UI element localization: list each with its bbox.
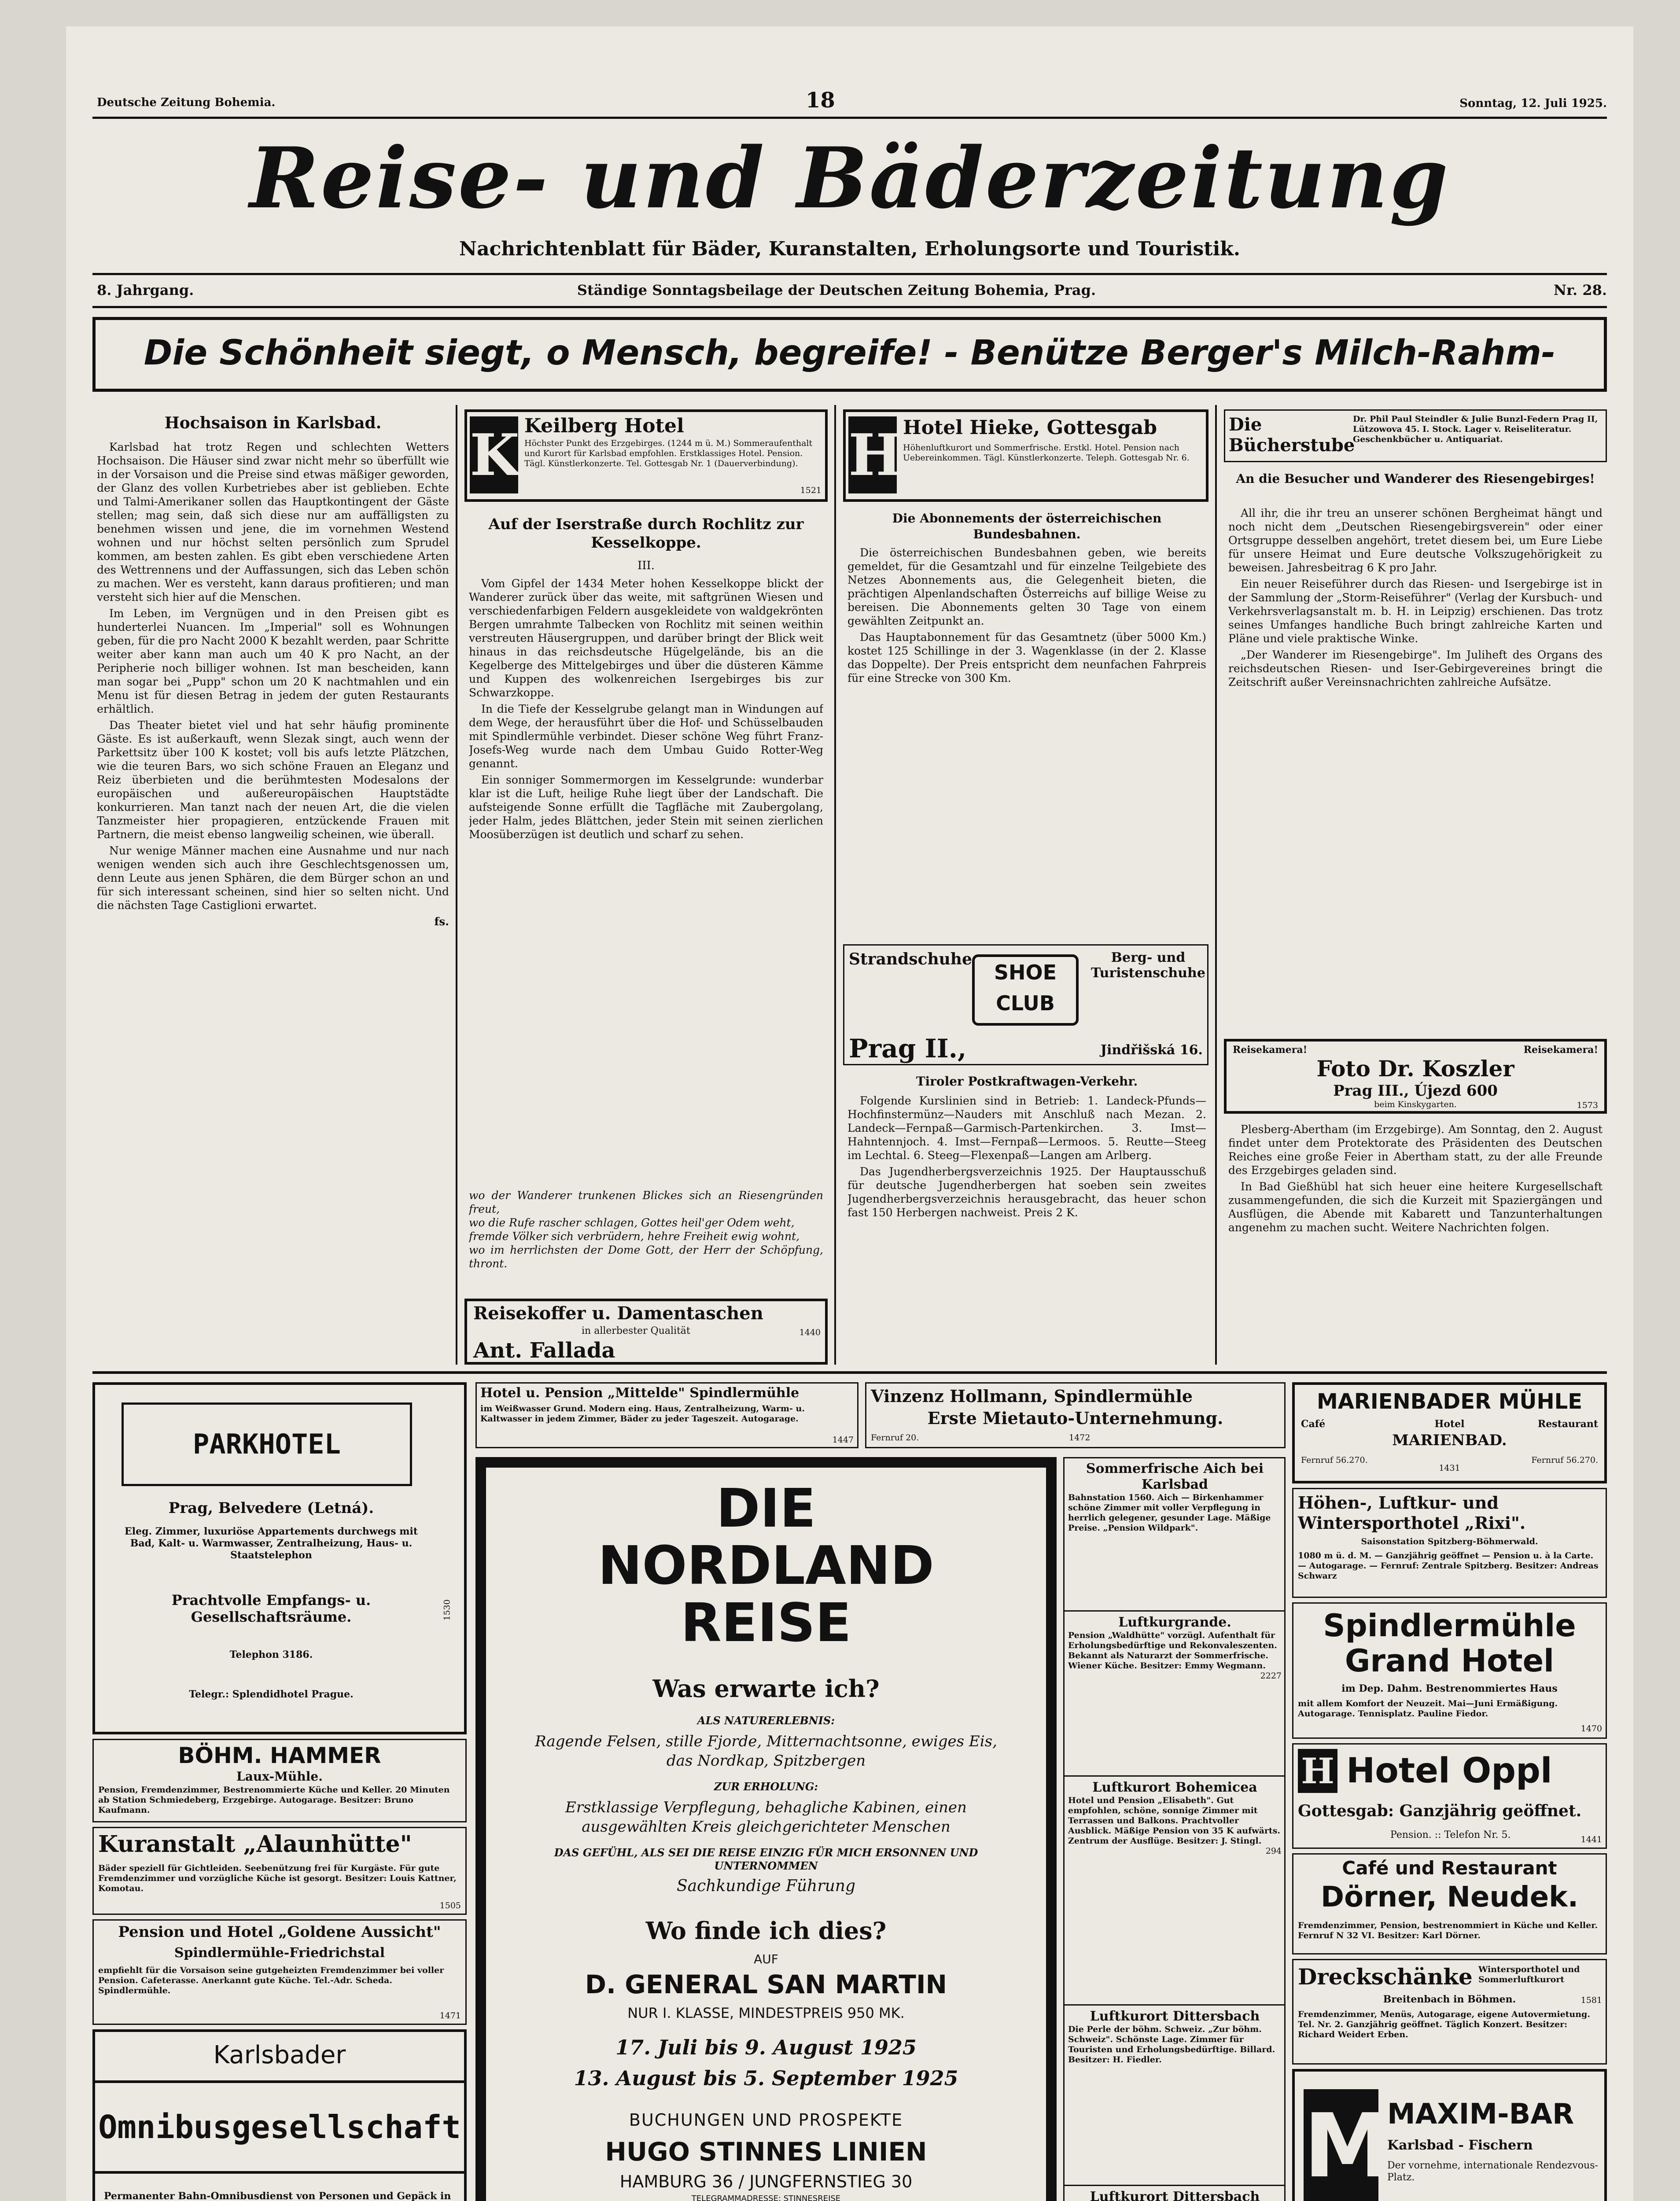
ad-parkhotel-code: 1530 <box>442 1599 452 1621</box>
ad-muehle-place: MARIENBAD. <box>1392 1432 1507 1449</box>
col2-numeral: III. <box>637 559 655 572</box>
masthead-left: Deutsche Zeitung Bohemia. <box>97 96 276 109</box>
ad-stack-title: Luftkurort Bohemicea <box>1092 1780 1257 1795</box>
ad-aussicht-place: Spindlermühle-Friedrichstal <box>174 1945 385 1961</box>
ad-maxim-letter: M <box>1304 2089 1378 2201</box>
ad-aussicht-code: 1471 <box>439 2011 461 2021</box>
col1-paragraph: Karlsbad hat trotz Regen und schlechten Wetters Hochsaison. Die Häuser sind zwar nicht mehr so überfüllt wie in der Vorsaison und die Preise sind etwas mäßiger geworden, der Glanz des vollen Kurbetriebes aber ist geblieben. Echte und Talmi-Amerikaner sollen das Hauptkontingent der Gäste stellen; mag sein, daß sich diese nur am auffälligsten zu benehmen wissen und jene, die im vornehmen Westend wohnen und nur höchst selten persönlich zum Sprudel kommen, am besten zahlen. Es gibt eben verschiedene Arten des Wettrennens und der Auffassungen, sich das Leben schön zu machen. Wer es versteht, kann daraus profitieren; und man versteht sich hier auf die Menschen. <box>97 441 449 604</box>
ad-nordland-title-1: DIE <box>716 1478 816 1539</box>
ad-spindler-sub: im Dep. Dahm. Bestrenommiertes Haus <box>1341 1683 1558 1694</box>
ad-muehle-mid: Hotel <box>1434 1418 1465 1430</box>
ad-doerner <box>1292 1853 1607 1954</box>
ad-keilberg <box>464 409 828 502</box>
ad-nordland-rest: Erstklassige Verpflegung, behagliche Kabinen, einen ausgewählten Kreis gleichgerichteter Menschen <box>565 1799 967 1836</box>
ad-parkhotel-frame <box>122 1402 412 1486</box>
ad-dreck-name: Dreckschänke <box>1298 1964 1473 1990</box>
ad-stack-title: Luftkurort Dittersbach <box>1090 2009 1260 2024</box>
ad-nordland-ship: D. GENERAL SAN MARTIN <box>585 1969 947 1999</box>
ad-aussicht-desc: empfiehlt für die Vorsaison seine gutgeheizten Fremdenzimmer bei voller Pension. Cafeterasse. Anerkannt gute Küche. Tel.-Adr. Scheda. Spindlermühle. <box>98 1965 444 1995</box>
ad-spindler-desc: mit allem Komfort der Neuzeit. Mai—Juni Ermäßigung. Autogarage. Tennisplatz. Pauline Fiedor. <box>1298 1699 1558 1719</box>
ad-doerner-desc: Fremdenzimmer, Pension, bestrenommiert in Küche und Keller. Fernruf N 32 VI. Besitzer: Karl Dörner. <box>1298 1921 1598 1940</box>
ad-doerner-name: Dörner, Neudek. <box>1321 1881 1578 1914</box>
ad-muehle-name: MARIENBADER MÜHLE <box>1316 1389 1583 1414</box>
col2-verse: fremde Völker sich verbrüdern, hehre Freiheit ewig wohnt, <box>469 1230 800 1243</box>
col3-body <box>847 546 1206 942</box>
ad-parkhotel-phone: Telephon 3186. <box>229 1649 313 1660</box>
ad-mittelde-name: Hotel u. Pension „Mittelde" Spindlermühle <box>480 1385 799 1401</box>
ad-stack-title: Luftkurort Dittersbach <box>1090 2189 1260 2201</box>
ad-buecherstube-name: Die Bücherstube <box>1229 414 1355 456</box>
ad-nordland-title-3: REISE <box>681 1593 851 1654</box>
ad-alaunhuette <box>92 1827 467 1915</box>
ad-nordland-telegram: TELEGRAMMADRESSE: STINNESREISE <box>691 2194 841 2201</box>
ad-stack-rule <box>1065 2004 1284 2006</box>
ad-aussicht-name: Pension und Hotel „Goldene Aussicht" <box>118 1923 441 1941</box>
ad-oppl-code: 1441 <box>1581 1835 1602 1844</box>
ad-hollmann-phone: Fernruf 20. <box>871 1433 919 1443</box>
ad-koszler-code: 1573 <box>1577 1100 1598 1110</box>
col4-paragraph: Ein neuer Reiseführer durch das Riesen- und Isergebirge ist in der Sammlung der „Storm-Reiseführer" (Verlag der Kursbuch- und Verkehrsverlagsanstalt m. b. H. in Leipzig) erschienen. Das trotz seines Umfanges handliche Buch bringt zahlreiche Karten und Pläne und viele praktische Winke. <box>1228 578 1603 645</box>
ad-nordland-label3: DAS GEFÜHL, ALS SEI DIE REISE EINZIG FÜR MICH ERSONNEN UND UNTERNOMMEN <box>554 1846 978 1872</box>
ad-koszler-sub: beim Kinskygarten. <box>1374 1100 1457 1109</box>
ad-rixi <box>1292 1488 1607 1598</box>
ad-koszler-name: Foto Dr. Koszler <box>1316 1056 1514 1082</box>
col3-heading2: Tiroler Postkraftwagen-Verkehr. <box>916 1074 1138 1089</box>
ad-mittelde-code: 1447 <box>832 1435 854 1445</box>
col1-paragraph: Das Theater bietet viel und hat sehr häufig prominente Gäste. Es ist außerkauft, wenn Slezak singt, auch wenn der Parkettsitz über 100 K kostet; voll bis aufs letzte Plätzchen, wie die teuren Bars, wo sich schöne Frauen an Eleganz und Reiz überbieten und die berühmtesten Modesalons der europäischen und außereuropäischen Hauptstädte konkurrieren. Man tanzt nach der neuen Art, die die vielen Tanzmeister hier propagieren, entzückende Frauen mit Partnern, die meist ebenso langweilig scheinen, wie überall. <box>97 719 449 841</box>
ad-oppl-letter: H <box>1298 1749 1337 1793</box>
ad-rixi-place: Saisonstation Spitzberg-Böhmerwald. <box>1361 1537 1538 1546</box>
ad-muehle-code: 1431 <box>1439 1463 1460 1473</box>
col4-body2 <box>1228 1123 1603 1362</box>
ad-fallada-code: 1440 <box>799 1328 821 1337</box>
ad-rixi-desc: 1080 m ü. d. M. — Ganzjährig geöffnet — Pension u. à la Carte. — Autogarage. — Fernruf: Zentrale Spitzberg. Besitzer: Andreas Schwarz <box>1298 1551 1599 1581</box>
col1-signature: fs. <box>434 915 449 928</box>
ad-hieke-name: Hotel Hieke, Gottesgab <box>903 416 1157 439</box>
col2-verse: wo der Wanderer trunkenen Blickes sich an Riesengründen freut, <box>469 1189 823 1215</box>
ad-parkhotel-addr: Prag, Belvedere (Letná). <box>168 1499 374 1517</box>
ad-hollmann-sub: Erste Mietauto-Unternehmung. <box>927 1408 1223 1428</box>
col2-verse: wo die Rufe rascher schlagen, Gottes heil'ger Odem weht, <box>469 1216 795 1229</box>
col2-verse: wo im herrlichsten der Dome Gott, der Herr der Schöpfung, thront. <box>469 1244 823 1270</box>
ad-nordland-nature: Ragende Felsen, stille Fjorde, Mitternachtsonne, ewiges Eis, das Nordkap, Spitzbergen <box>535 1733 997 1770</box>
ad-maxim-place: Karlsbad - Fischern <box>1387 2138 1533 2153</box>
masthead-issue: Nr. 28. <box>1553 282 1607 298</box>
ad-spindler-grand-hotel <box>1292 1602 1607 1739</box>
ad-stack-title: Sommerfrische Aich bei Karlsbad <box>1086 1461 1264 1492</box>
ad-stack-code: 2227 <box>1260 1671 1282 1681</box>
ad-parkhotel-desc: Eleg. Zimmer, luxuriöse Appartements durchwegs mit Bad, Kalt- u. Warmwasser, Zentralheizung, Haus- u. Staatstelephon <box>124 1526 418 1561</box>
masthead-date: Sonntag, 12. Juli 1925. <box>1459 97 1607 110</box>
ad-fallada-title: Reisekoffer u. Damentaschen <box>473 1303 763 1324</box>
ad-marienbader-muehle <box>1292 1382 1607 1483</box>
ad-koszler-label-left: Reisekamera! <box>1233 1044 1308 1056</box>
shoe-club-logo: SHOE CLUB <box>972 954 1079 1026</box>
col3-body2 <box>847 1094 1206 1362</box>
ad-nordland-title-2: NORDLAND <box>598 1535 934 1597</box>
col2-verses <box>469 1189 823 1294</box>
ad-hieke <box>843 409 1208 502</box>
ad-parkhotel-feature: Prachtvolle Empfangs- u. Gesellschaftsräume. <box>171 1592 371 1625</box>
ad-hollmann <box>865 1382 1286 1448</box>
ad-stack-rule <box>1065 2185 1284 2186</box>
col4-paragraph: „Der Wanderer im Riesengebirge". Im Juliheft des Organs des reichsdeutschen Riesen- und Iser-Gebirgevereines bringt die Zeitschrift außer Vereinsnachrichten zahlreiche Aufsätze. <box>1228 648 1603 688</box>
col-rule-1 <box>456 405 457 1365</box>
newspaper-page <box>66 26 1633 2201</box>
col-rule-2 <box>834 405 836 1365</box>
ad-nordland <box>475 1457 1057 2201</box>
col4-paragraph2: Plesberg-Abertham (im Erzgebirge). Am Sonntag, den 2. August findet unter dem Protektorate des Präsidenten des Deutschen Reiches eine große Feier in Abertham statt, zu der alle Freunde des Erzgebirges geladen sind. <box>1228 1123 1603 1177</box>
ad-hammer-sub: Laux-Mühle. <box>236 1769 323 1784</box>
rule-top <box>92 117 1607 119</box>
ad-nordland-q1: Was erwarte ich? <box>652 1675 880 1703</box>
ad-mittelde-desc: im Weißwasser Grund. Modern eing. Haus, Zentralheizung, Warm- u. Kaltwasser in jedem Zimmer, Bäder zu jeder Tageszeit. Autogarage. <box>480 1404 805 1424</box>
ad-stack-title: Luftkurgrande. <box>1118 1615 1231 1630</box>
col2-paragraph: Vom Gipfel der 1434 Meter hohen Kesselkoppe blickt der Wanderer zurück über das weite, mit saftgrünen Wiesen und verschiedenfarbigen Feldern ausgekleidete von waldgekrönten Bergen umrahmte Talbecken von Rochlitz mit seinen weithin verstreuten Häusergruppen, und darüber bringt der Blick weit hinaus in das reichsdeutsche Hügelgelände, bis an die Kegelberge des Mittelgebirges und über die düsteren Kämme und Kuppen des wolkenreichen Isergebirges bis zur Schwarzkoppe. <box>469 577 823 699</box>
ad-hollmann-name: Vinzenz Hollmann, Spindlermühle <box>871 1386 1193 1406</box>
ad-hammer <box>92 1739 467 1822</box>
page-number: 18 <box>806 88 835 113</box>
ad-nordland-book: BUCHUNGEN UND PROSPEKTE <box>629 2110 903 2130</box>
ad-muehle-left: Café <box>1301 1418 1326 1430</box>
masthead-year: 8. Jahrgang. <box>97 282 194 298</box>
ad-nordland-city: HAMBURG 36 / JUNGFERNSTIEG 30 <box>619 2172 913 2191</box>
ad-fallada <box>464 1299 828 1365</box>
ad-shoe-right: Berg- und Turistenschuhe <box>1091 950 1205 981</box>
col3-paragraph: Die österreichischen Bundesbahnen geben, wie bereits gemeldet, für die Gesamtzahl und für einzelne Teilgebiete des Netzes Abonnements aus, die Gelegenheit bieten, die prächtigen Alpenlandschaften Österreichs auf billige Weise zu bereisen. Die Abonnements gelten 30 Tage von einem gewählten Zeitpunkt an. <box>847 546 1206 627</box>
ad-stack-luftkurorte <box>1063 1457 1286 2201</box>
masthead-subtitle: Nachrichtenblatt für Bäder, Kuranstalten, Erholungsorte und Touristik. <box>459 238 1241 260</box>
col4-heading: An die Besucher und Wanderer des Riesengebirges! <box>1236 471 1595 486</box>
col3-paragraph2: Folgende Kurslinien sind in Betrieb: 1. Landeck-Pfunds—Hochfinstermünz—Nauders mit Anschluß nach Mezan. 2. Landeck—Fernpaß—Garmisch-Partenkirchen. 3. Imst—Hahntennjoch. 4. Imst—Fernpaß—Lermoos. 5. Reutte—Steeg im Lechtal. 6. Steeg—Flexenpaß—Langen am Arlberg. <box>847 1094 1206 1162</box>
ad-nordland-date1: 17. Juli bis 9. August 1925 <box>615 2035 917 2059</box>
ad-muehle-right: Restaurant <box>1537 1418 1598 1430</box>
col4-paragraph2: In Bad Gießhübl hat sich heuer eine heitere Kurgesellschaft zusammengefunden, die sich die Kurzeit mit Spaziergängen und Ausflügen, die Abende mit Kabarett und Tanzunterhaltungen angenehm zu machen sucht. Weitere Nachrichten folgen. <box>1228 1180 1603 1234</box>
ad-spindler-code: 1470 <box>1581 1724 1602 1734</box>
ad-keilberg-text: Höchster Punkt des Erzgebirges. (1244 m ü. M.) Sommeraufenthalt und Kurort für Karlsbad empfohlen. Erstklassiges Hotel. Pension. Tägl. Künstlerkonzerte. Tel. Gottesgab Nr. 1 (Dauerverbindung). <box>524 438 813 468</box>
col1-paragraph: Im Leben, im Vergnügen und in den Preisen gibt es hunderterlei Nuancen. Im „Imperial" soll es Wohnungen geben, für die pro Nacht 2000 K bezahlt werden, paar Schritte weiter aber kann man auch um 40 K pro Nacht, an der Peripherie noch billiger wohnen. Ist man bescheiden, kann man sogar bei „Pupp" schon um 20 K nachtmahlen und ein Menu ist für diesen Betrag in jedem der guten Restaurants erhältlich. <box>97 607 449 715</box>
ad-stack-item <box>1068 1780 1282 1856</box>
ad-stack-item <box>1068 2189 1282 2201</box>
ad-omnibus-desc: Permanenter Bahn-Omnibusdienst von Personen und Gepäck in <box>104 2190 451 2201</box>
col2-paragraph: In die Tiefe der Kesselgrube gelangt man in Windungen auf dem Wege, der herausführt über die Hof- und Schüsselbauden mit Spindlermühle verbindet. Dieser schöne Weg führt Franz-Josefs-Weg wurde nach dem Umbau Guido Rotter-Weg genannt. <box>469 703 823 770</box>
ad-hammer-name: BÖHM. HAMMER <box>178 1743 381 1768</box>
ad-dreck-place: Breitenbach in Böhmen. <box>1383 1994 1516 2005</box>
ad-alaun-desc: Bäder speziell für Gichtleiden. Seebenützung frei für Kurgäste. Für gute Fremdenzimmer und vorzügliche Küche ist gesorgt. Besitzer: Louis Kattner, Komotau. <box>98 1863 457 1893</box>
ad-maxim-name: MAXIM-BAR <box>1387 2098 1574 2131</box>
ad-nordland-class: NUR I. KLASSE, MINDESTPREIS 950 MK. <box>627 2005 905 2021</box>
ad-nordland-guide: Sachkundige Führung <box>677 1877 855 1895</box>
ad-alaun-code: 1505 <box>439 1901 461 1910</box>
ad-keilberg-name: Keilberg Hotel <box>524 415 684 437</box>
ad-nordland-q2: Wo finde ich dies? <box>645 1917 887 1945</box>
ad-oppl-place: Gottesgab: Ganzjährig geöffnet. <box>1298 1802 1582 1820</box>
col4-paragraph: All ihr, die ihr treu an unserer schönen Bergheimat hängt und noch nicht dem „Deutschen Riesengebirgsverein" oder einer Ortsgruppe desselben angehört, tretet diesem bei, um Eure Liebe für unsere Heimat und Eure deutsche Volkszugehörigkeit zu beweisen. Jahresbeitrag 6 K pro Jahr. <box>1228 507 1603 574</box>
ad-doerner-top: Café und Restaurant <box>1342 1857 1557 1879</box>
ad-keilberg-code: 1521 <box>800 486 822 495</box>
ad-buecherstube-text: Dr. Phil Paul Steindler & Julie Bunzl-Federn Prag II, Lützowova 45. I. Stock. Lager v. Reiseliteratur. Geschenkbücher u. Antiquariat. <box>1353 414 1598 444</box>
col3-paragraph2: Das Jugendherbergsverzeichnis 1925. Der Hauptausschuß für deutsche Jugendherbergen hat soeben sein zweites Jugendherbergsverzeichnis herausgebracht, das heuer schon fast 150 Herbergen nachweist. Preis 2 K. <box>847 1165 1206 1219</box>
rule-sub <box>92 306 1607 308</box>
col-rule-3 <box>1215 405 1217 1365</box>
ad-alaun-name: Kuranstalt „Alaunhütte" <box>98 1831 412 1858</box>
ad-dreck-right: Wintersporthotel und Sommerluftkurort <box>1478 1965 1580 1984</box>
ad-stack-text: Hotel und Pension „Elisabeth". Gut empfohlen, schöne, sonnige Zimmer mit Terrassen und Balkons. Prachtvoller Ausblick. Mäßige Pension von 35 K aufwärts. Zentrum der Ausflüge. Besitzer: J. Stingl. <box>1068 1796 1281 1846</box>
ad-buecherstube <box>1224 409 1607 462</box>
ad-nordland-auf: AUF <box>754 1952 778 1966</box>
ad-nordland-company: HUGO STINNES LINIEN <box>605 2137 927 2167</box>
ad-rixi-name: Höhen-, Luftkur- und Wintersporthotel „Rixi". <box>1298 1493 1526 1533</box>
ad-shoe-address: Jindřišská 16. <box>1100 1042 1203 1058</box>
ad-omnibus-pre: Karlsbader <box>213 2041 346 2069</box>
ad-dreck-code: 1581 <box>1581 1995 1602 2005</box>
ad-maxim-desc: Der vornehme, internationale Rendezvous-Platz. <box>1387 2160 1598 2183</box>
col4-body <box>1228 506 1603 1034</box>
ad-fallada-quality: in allerbester Qualität <box>582 1325 690 1336</box>
ad-stack-item <box>1068 1615 1282 1681</box>
ad-hammer-desc: Pension, Fremdenzimmer, Bestrenommierte Küche und Keller. 20 Minuten ab Station Schmiedeberg, Erzgebirge. Autogarage. Besitzer: Bruno Kaufmann. <box>98 1785 450 1815</box>
ad-muehle-phone2: Fernruf 56.270. <box>1531 1455 1598 1465</box>
ad-parkhotel <box>92 1382 467 1734</box>
ad-hieke-text: Höhenluftkurort und Sommerfrische. Erstkl. Hotel. Pension nach Uebereinkommen. Tägl. Künstlerkonzerte. Teleph. Gottesgab Nr. 6. <box>903 443 1190 463</box>
ad-spindler-name1: Spindlermühle <box>1323 1608 1576 1644</box>
ad-parkhotel-name: PARKHOTEL <box>193 1428 341 1460</box>
ad-stack-code: 294 <box>1265 1846 1282 1856</box>
rule-mid <box>92 273 1607 275</box>
ad-goldene-aussicht <box>92 1919 467 2025</box>
ad-stack-text: Die Perle der böhm. Schweiz. „Zur böhm. Schweiz". Schönste Lage. Zimmer für Touristen und Erholungsbedürftige. Billard. Besitzer: H. Fiedler. <box>1068 2024 1275 2065</box>
col1-paragraph: Nur wenige Männer machen eine Ausnahme und nur nach wenigen wenden sich auch ihre Geschlechtsgenossen um, denn Leute aus jenen Sphären, die dem Bürger schon an und für sich interessant scheinen, sind hier so selten nicht. Und die nächsten Tage Castiglioni erwartet. <box>97 844 449 912</box>
ad-stack-item <box>1068 2009 1282 2065</box>
col1-heading: Hochsaison in Karlsbad. <box>164 414 382 432</box>
col3-paragraph: Das Hauptabonnement für das Gesamtnetz (über 5000 Km.) kostet 125 Schillinge in der 3. Wagenklasse (in der 2. Klasse das Doppelte). Der Preis entspricht dem neunfachen Fahrpreis für eine Strecke von 300 Km. <box>847 631 1206 685</box>
ad-hieke-letter: H <box>848 416 897 493</box>
ad-hollmann-code: 1472 <box>1069 1433 1091 1443</box>
ad-stack-item <box>1068 1461 1282 1533</box>
ad-keilberg-letter: K <box>470 416 518 493</box>
ad-stack-rule <box>1065 1775 1284 1777</box>
ad-shoe-club <box>843 944 1208 1065</box>
ad-mittelde <box>475 1382 858 1448</box>
ad-omnibus-name: Omnibusgesellschaft <box>95 2080 464 2174</box>
ad-spindler-name2: Grand Hotel <box>1345 1643 1555 1679</box>
ad-stack-text: Bahnstation 1560. Aich — Birkenhammer schöne Zimmer mit voller Verpflegung in herrlich gelegener, gesunder Lage. Mäßige Preise. „Pension Wildpark". <box>1068 1493 1271 1533</box>
ad-muehle-phone1: Fernruf 56.270. <box>1301 1455 1368 1465</box>
ad-maxim-bar <box>1292 2069 1607 2201</box>
ad-nordland-date2: 13. August bis 5. September 1925 <box>574 2066 958 2090</box>
ad-dreckschaenke <box>1292 1959 1607 2065</box>
ad-nordland-label1: ALS NATURERLEBNIS: <box>697 1714 835 1727</box>
ad-koszler-label-right: Reisekamera! <box>1523 1044 1598 1056</box>
ad-dreck-desc: Fremdenzimmer, Menüs, Autogarage, eigene Autovermietung. Tel. Nr. 2. Ganzjährig geöffnet. Täglich Konzert. Besitzer: Richard Weidert Erben. <box>1298 2010 1590 2039</box>
col3-heading: Die Abonnements der österreichischen Bundesbahnen. <box>892 511 1162 541</box>
col2-paragraph: Ein sonniger Sommermorgen im Kesselgrunde: wunderbar klar ist die Luft, heilige Ruhe liegt über der Landschaft. Die aufsteigende Sonne erfüllt die Tagfläche mit Zaubergolang, jeder Halm, jedes Blättchen, jeder Stein mit seinen zierlichen Moosüberzügen ist deutlich und scharf zu sehen. <box>469 773 823 841</box>
col2-heading: Auf der Iserstraße durch Rochlitz zur Kesselkoppe. <box>488 515 804 552</box>
ad-nordland-label2: ZUR ERHOLUNG: <box>714 1780 818 1793</box>
ad-section-rule <box>92 1371 1607 1374</box>
ad-oppl-name: Hotel Oppl <box>1346 1751 1552 1791</box>
ad-omnibus <box>92 2029 467 2201</box>
ad-shoe-title: Strandschuhe <box>849 950 972 968</box>
ad-stack-text: Pension „Waldhütte" vorzügl. Aufenthalt für Erholungsbedürftige und Rekonvaleszenten. Bekannt als Naturarzt der Sommerfrische. Wiener Küche. Besitzer: Emmy Wegmann. <box>1068 1631 1277 1671</box>
slogan-text: Die Schönheit siegt, o Mensch, begreife! - Benütze Berger's Milch-Rahm- <box>144 333 1556 373</box>
ad-koszler-address: Prag III., Újezd 600 <box>1333 1082 1498 1100</box>
ad-koszler <box>1224 1039 1607 1114</box>
masthead-supplement: Ständige Sonntagsbeilage der Deutschen Zeitung Bohemia, Prag. <box>577 282 1096 298</box>
ad-shoe-city: Prag II., <box>849 1034 967 1064</box>
slogan-banner <box>92 317 1607 392</box>
col2-body <box>469 577 823 1184</box>
masthead-title: Reise- und Bäderzeitung <box>249 129 1450 227</box>
ad-oppl-sub: Pension. :: Telefon Nr. 5. <box>1390 1829 1511 1840</box>
ad-stack-rule <box>1065 1610 1284 1612</box>
col1-body <box>97 440 449 1343</box>
ad-parkhotel-telegram: Telegr.: Splendidhotel Prague. <box>189 1689 354 1700</box>
ad-hotel-oppl <box>1292 1743 1607 1849</box>
ad-fallada-name: Ant. Fallada <box>473 1338 615 1363</box>
